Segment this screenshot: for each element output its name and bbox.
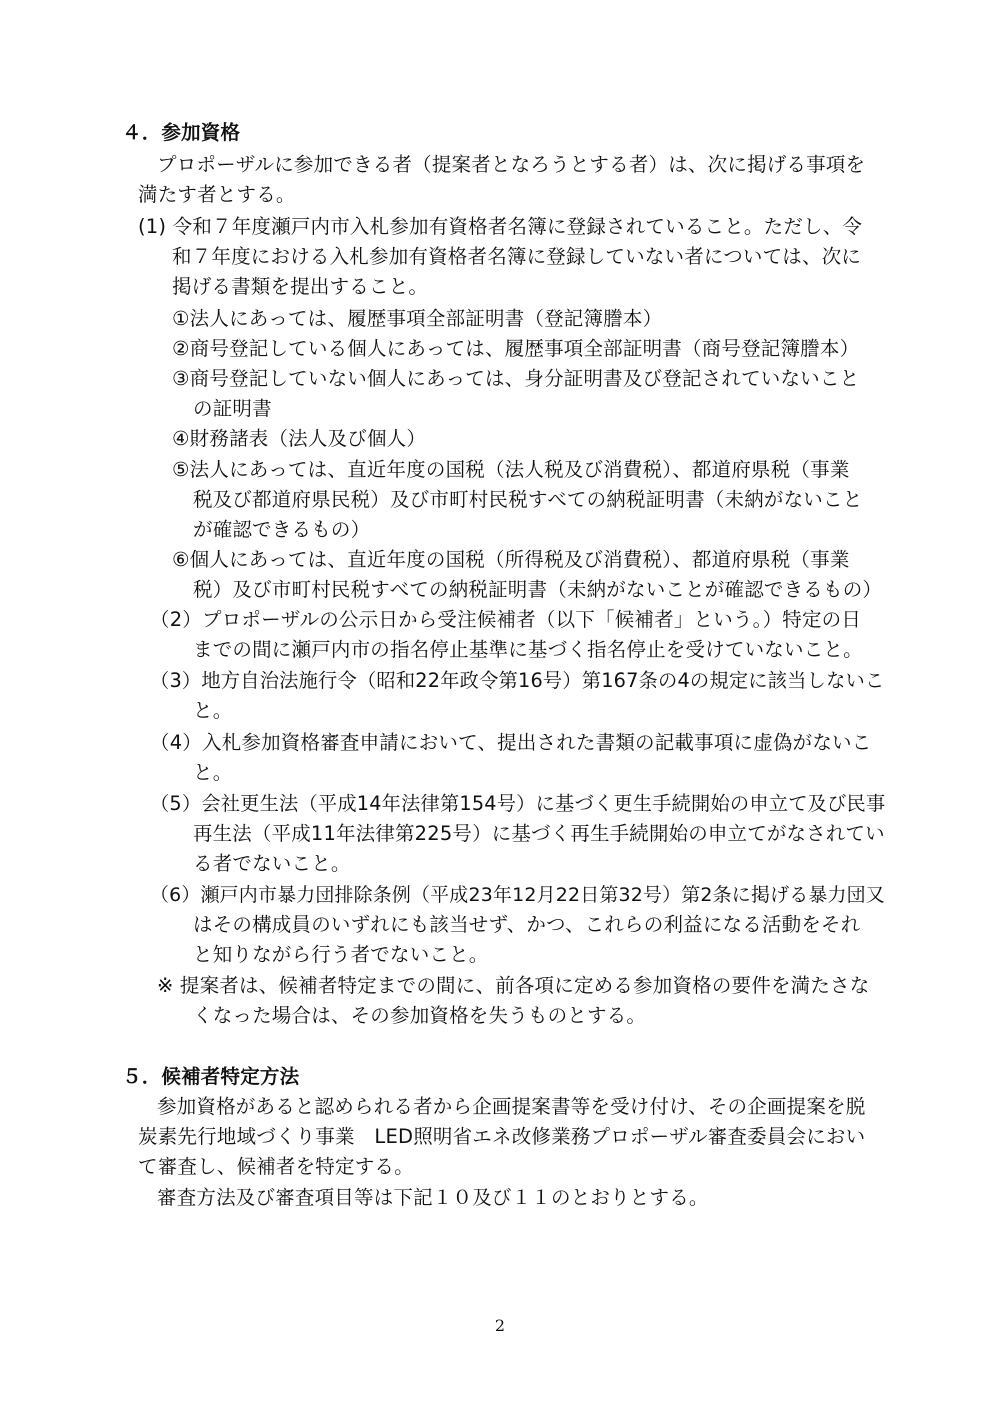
section-5-para-1-line-1: 参加資格があると認められる者から企画提案書等を受け付け、その企画提案を脱	[157, 1095, 866, 1118]
doc-4: ④財務諸表（法人及び個人）	[172, 427, 427, 450]
item-6-line-2: はその構成員のいずれにも該当せず、かつ、これらの利益になる活動をそれ	[193, 913, 861, 936]
item-3-line-1: （3）地方自治法施行令（昭和22年政令第16号）第167条の4の規定に該当しないこ	[150, 669, 885, 692]
doc-5-line-1: ⑤法人にあっては、直近年度の国税（法人税及び消費税）、都道府県税（事業	[172, 458, 850, 481]
item-6-line-1: （6）瀬戸内市暴力団排除条例（平成23年12月22日第32号）第2条に掲げる暴力団又	[150, 884, 885, 906]
item-1-line-3: 掲げる書類を提出すること。	[172, 275, 429, 298]
doc-2: ②商号登記している個人にあっては、履歴事項全部証明書（商号登記簿謄本）	[172, 337, 860, 360]
section-4-heading: ４．参加資格	[122, 121, 241, 144]
item-3-line-2: と。	[193, 699, 233, 722]
page-number: 2	[494, 1316, 506, 1335]
doc-5-line-3: が確認できるもの）	[193, 518, 371, 541]
item-2-line-2: までの間に瀬戸内市の指名停止基準に基づく指名停止を受けていないこと。	[193, 638, 863, 661]
section-5-para-2: 審査方法及び審査項目等は下記１０及び１１のとおりとする。	[157, 1186, 709, 1209]
item-5-line-1: （5）会社更生法（平成14年法律第154号）に基づく更生手続開始の申立て及び民事	[150, 792, 886, 815]
doc-3-line-2: の証明書	[193, 397, 272, 420]
section-5-para-1-line-3: て審査し、候補者を特定する。	[138, 1155, 414, 1178]
note-line-1: ※ 提案者は、候補者特定までの間に、前各項に定める参加資格の要件を満たさな	[157, 974, 870, 997]
doc-6-line-2: 税）及び市町村民税すべての納税証明書（未納がないことが確認できるもの）	[193, 578, 883, 601]
section-5-heading: ５．候補者特定方法	[122, 1065, 300, 1088]
section-4-intro-line-1: プロポーザルに参加できる者（提案者となろうとする者）は、次に掲げる事項を	[157, 153, 866, 176]
doc-3-line-1: ③商号登記していない個人にあっては、身分証明書及び登記されていないこと	[172, 367, 860, 390]
item-4-line-1: （4）入札参加資格審査申請において、提出された書類の記載事項に虚偽がないこ	[150, 731, 872, 754]
doc-6-line-1: ⑥個人にあっては、直近年度の国税（所得税及び消費税）、都道府県税（事業	[172, 548, 850, 571]
item-6-line-3: と知りながら行う者でないこと。	[193, 943, 489, 966]
item-1-line-1: (1) 令和７年度瀬戸内市入札参加有資格者名簿に登録されていること。ただし、令	[138, 215, 863, 238]
section-4-intro-line-2: 満たす者とする。	[138, 183, 296, 206]
doc-1: ①法人にあっては、履歴事項全部証明書（登記簿謄本）	[172, 307, 663, 330]
item-1-line-2: 和７年度における入札参加有資格者名簿に登録していない者については、次に	[172, 245, 862, 268]
section-5-para-1-line-2: 炭素先行地域づくり事業 LED照明省エネ改修業務プロポーザル審査委員会におい	[138, 1125, 866, 1148]
item-4-line-2: と。	[193, 761, 233, 784]
item-5-line-3: る者でないこと。	[193, 852, 351, 875]
item-5-line-2: 再生法（平成11年法律第225号）に基づく再生手続開始の申立てがなされてい	[193, 822, 885, 845]
doc-5-line-2: 税及び都道府県民税）及び市町村民税すべての納税証明書（未納がないこと	[193, 488, 863, 511]
note-line-2: くなった場合は、その参加資格を失うものとする。	[193, 1004, 647, 1027]
item-2-line-1: （2）プロポーザルの公示日から受注候補者（以下「候補者」という。）特定の日	[150, 608, 862, 631]
